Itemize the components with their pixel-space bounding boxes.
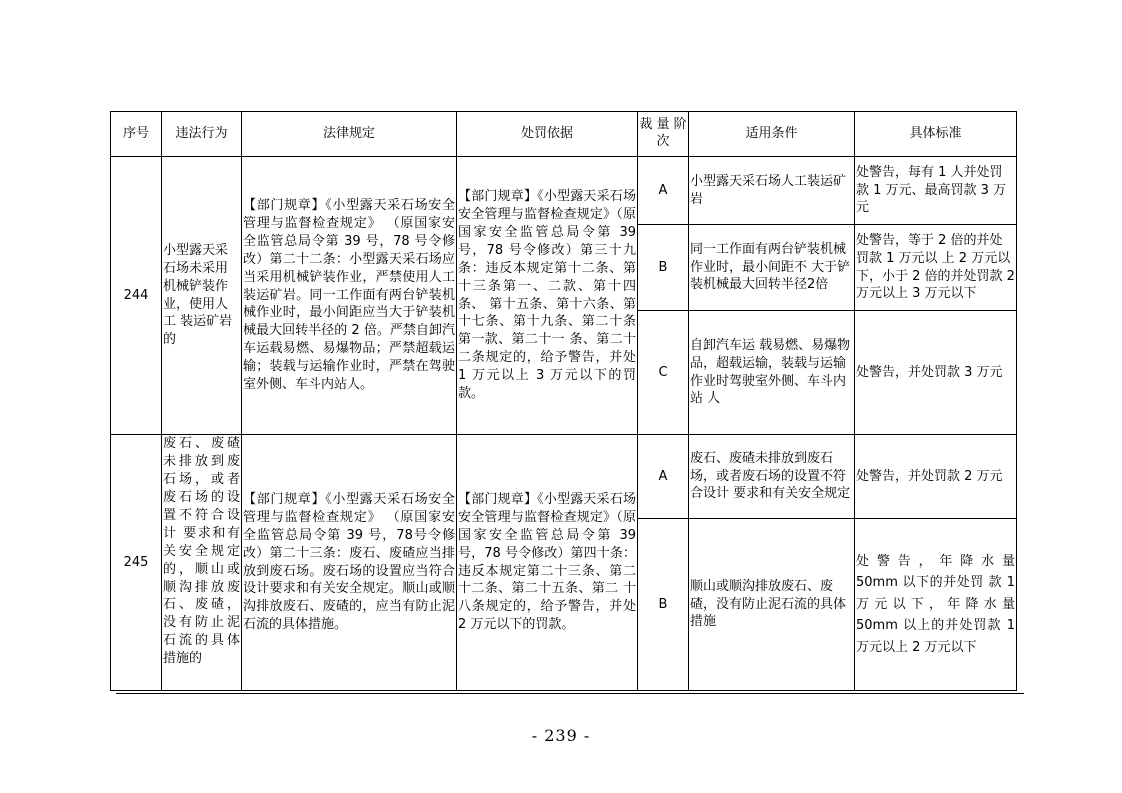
penalty-table <box>110 111 1017 691</box>
row-244-violation: 小型露天采石场未采用机械铲装作业，使用人工 装运矿岩的 <box>162 157 242 435</box>
table-bottom-rule <box>116 693 1024 694</box>
row-244-grade-c: C <box>638 311 689 435</box>
row-244-seq: 244 <box>111 157 162 435</box>
row-245-standard-b: 处 警 告 ， 年 降 水 量 50mm 以下的并处罚 款 1 万元以下，年降水量 50mm 以上的并处罚款 1 万元以上 2 万元以下 <box>855 519 1017 691</box>
row-245-condition-a: 废石、废碴未排放到废石场，或者废石场的设置不符合设计 要求和有关安全规定 <box>689 435 855 519</box>
row-245-grade-b: B <box>638 519 689 691</box>
row-244-standard-b: 处警告，等于 2 倍的并处罚款 1 万元以 上 2 万元以下，小于 2 倍的并处罚款 2 万元以上 3 万元以下 <box>855 225 1017 311</box>
row-244-standard-a: 处警告，每有 1 人并处罚款 1 万元、最高罚款 3 万元 <box>855 157 1017 225</box>
row-245-violation: 废石、废碴未排放到废石场，或者废石场的设置不符合设计 要求和有关安全规定的，顺山或顺沟排放废石、废碴，没有防止泥石流的具体措施的 <box>162 435 242 691</box>
row-245-condition-b: 顺山或顺沟排放废石、废碴，没有防止泥石流的具体措施 <box>689 519 855 691</box>
row-244-grade-b: B <box>638 225 689 311</box>
row-245-grade-a: A <box>638 435 689 519</box>
row-245-basis: 【部门规章】《小型露天采石场安全管理与监督检查规定》（原国家安全监管总局令第 39 号，78 号令修改）第四十条：违反本规定第二十三条、第二十二条、第二十五条、第二 十八条规定的，给予警告，并处 2 万元以下的罚款。 <box>457 435 638 691</box>
row-245-seq: 245 <box>111 435 162 691</box>
header-grade: 裁 量 阶次 <box>638 112 689 157</box>
row-244-condition-a: 小型露天采石场人工装运矿岩 <box>689 157 855 225</box>
row-245-law: 【部门规章】《小型露天采石场安全管理与监督检查规定》 （原国家安全监管总局令第 39 号，78号令修改）第二十三条：废石、废碴应当排放到废石场。废石场的设置应当符合 设计要求和有关安全规定。顺山或顺沟排放废石、废碴的，应当有防止泥 石流的具体措施。 <box>242 435 457 691</box>
row-244-condition-c: 自卸汽车运 载易燃、易爆物品，超载运输，装载与运输作业时驾驶室外侧、车斗内站 人 <box>689 311 855 435</box>
table-row <box>111 435 1017 519</box>
header-standard: 具体标准 <box>855 112 1017 157</box>
header-violation: 违法行为 <box>162 112 242 157</box>
header-basis: 处罚依据 <box>457 112 638 157</box>
row-244-basis: 【部门规章】《小型露天采石场安全管理与监督检查规定》（原国家安全监管总局令第 39 号，78 号令修改）第三十九条：违反本规定第十二条、第十三条第一、二款、第十四条、 第十五条、第十六条、第十七条、第十九条、第二十条第一款、第二十一 条、第二十二条规定的，给予警告，并处 1 万元以上 3 万元以下的罚款。 <box>457 157 638 435</box>
row-244-condition-b: 同一工作面有两台铲装机械作业时，最小间距不 大于铲装机械最大回转半径2倍 <box>689 225 855 311</box>
page-number: - 239 - <box>531 726 591 745</box>
table-row <box>111 157 1017 225</box>
table-header-row <box>111 112 1017 157</box>
header-seq: 序号 <box>111 112 162 157</box>
row-245-standard-a: 处警告，并处罚款 2 万元 <box>855 435 1017 519</box>
row-244-grade-a: A <box>638 157 689 225</box>
header-law: 法律规定 <box>242 112 457 157</box>
header-condition: 适用条件 <box>689 112 855 157</box>
row-244-law: 【部门规章】《小型露天采石场安全管理与监督检查规定》 （原国家安全监管总局令第 39 号，78 号令修改）第二十二条：小型露天采石场应当采用机械铲装作业，严禁使用人工 装运矿岩。同一工作面有两台铲装机械作业时，最小间距应当大于铲装机 械最大回转半径的 2 倍。严禁自卸汽车运载易燃、易爆物品；严禁超载运 输；装载与运输作业时，严禁在驾驶室外侧、车斗内站人。 <box>242 157 457 435</box>
row-244-standard-c: 处警告，并处罚款 3 万元 <box>855 311 1017 435</box>
